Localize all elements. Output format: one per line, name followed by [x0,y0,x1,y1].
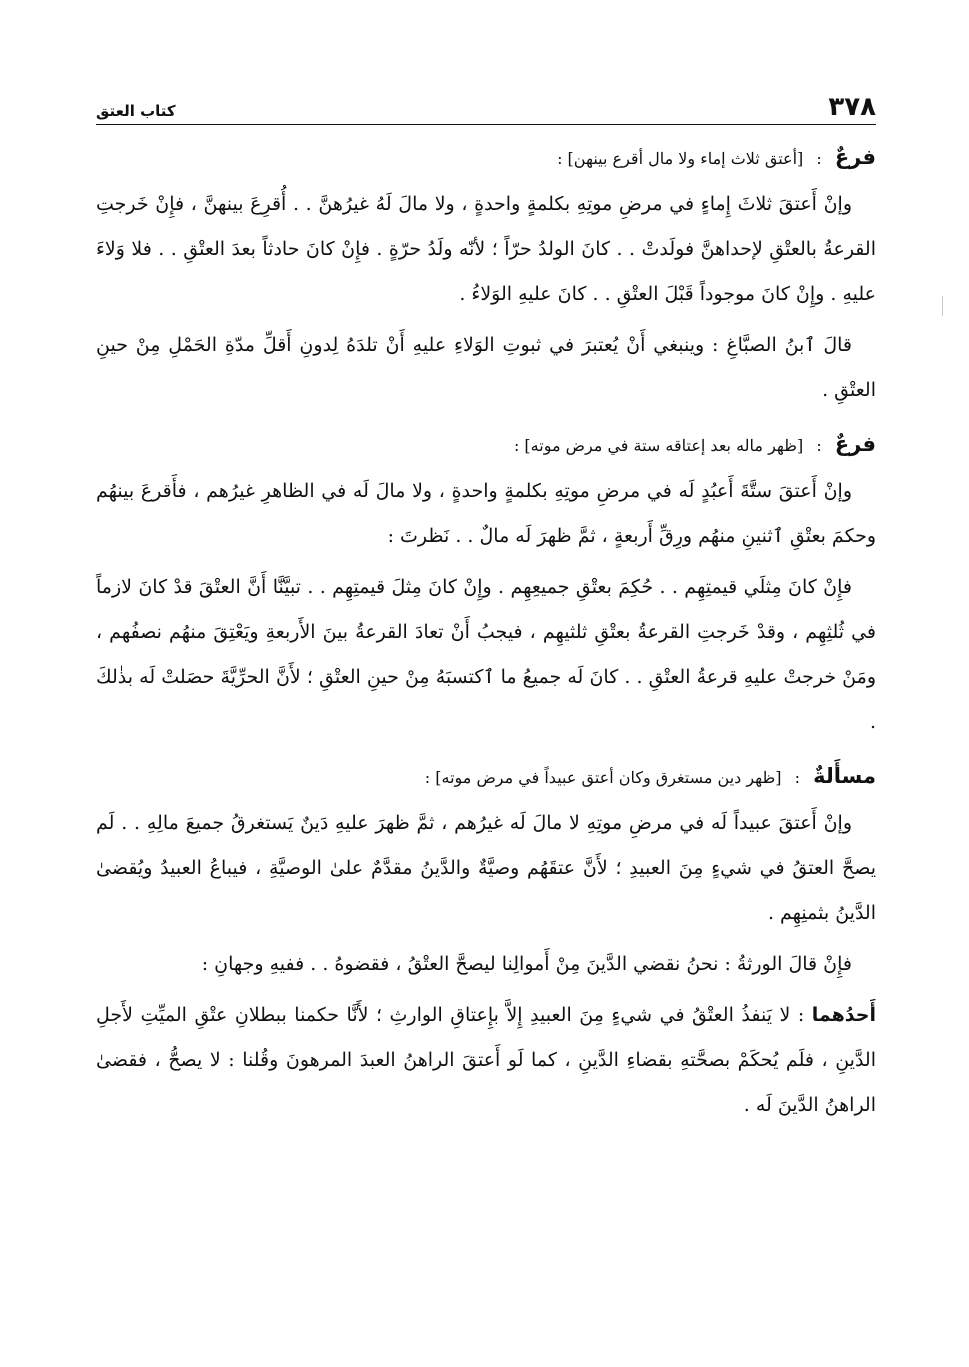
page-number: ٣٧٨ [828,92,876,122]
section-title: [ظهر دين مستغرق وكان أعتق عبيداً في مرض موته] : [424,768,782,787]
section-label: مسأَلةٌ [813,764,876,788]
section-title: [ظهر ماله بعد إعتاقه ستة في مرض موته] : [513,436,804,455]
section-label: فرعٌ [834,432,876,456]
paragraph-text: : لا يَنفذُ العتْقُ في شيءٍ مِنَ العبيدِ إِلاَّ بإِعتاقِ الوارثِ ؛ لأَنَّا حكمنا ببطلانِ عتْقِ الميِّتِ لأَجلِ الدَّينِ ، فلَم يُحكَمْ بصحَّتهِ بقضاءِ الدَّينِ ، كما لَو أَعتقَ الراهنُ العبدَ المرهونَ وقُلنا : لا يصحُّ ، فقضىٰ الراهنُ الدَّينَ لَه . [96,1004,876,1116]
final-paragraph [96,993,876,1128]
paragraph: فإِنْ قالَ الورثةُ : نحنُ نقضي الدَّينَ مِنْ أَموالِنا ليصحَّ العتْقُ ، فقضوهُ . . ففيهِ وجهانِ : [201,953,852,975]
section-heading [96,759,876,795]
section-heading [96,427,876,463]
section-issue-debt [96,759,876,1128]
section-branch-three-slaves [96,140,876,413]
section-branch-wealth-appeared [96,427,876,745]
section-heading [96,140,876,176]
paragraph: وإنْ أَعتقَ ستَّةَ أَعبُدٍ لَه في مرضِ موتِهِ بكلمةٍ واحدةٍ ، ولا مالَ لَه في الظاهرِ غيرُهم ، فأَقرعَ بينهُم وحكمَ بعتْقِ ٱثنينِ منهُم ورِقِّ أَربعةٍ ، ثمَّ ظهرَ لَه مالٌ . . نَظرتَ : [96,480,876,547]
book-page [96,0,876,1367]
page-body [96,140,876,1142]
section-separator: : [816,436,822,455]
paragraph-lead: أَحدُهما [811,1004,876,1026]
section-separator: : [816,149,822,168]
paragraph: قالَ ٱبنُ الصبَّاغِ : وينبغي أَنْ يُعتبرَ في ثبوتِ الوَلاءِ عليهِ أَنْ تلدَهُ لِدونِ أَقلِّ مدّةِ الحَمْلِ مِنْ حينِ العتْقِ . [96,334,876,401]
page-header [96,80,876,125]
margin-mark [942,296,943,316]
paragraph: وإنْ أَعتقَ عبيداً لَه في مرضِ موتِهِ لا مالَ لَه غيرُهم ، ثمَّ ظهرَ عليهِ دَينٌ يَستغرقُ جميعَ مالِهِ . . لَم يصحَّ العتقُ في شيءٍ مِنَ العبيدِ ؛ لأَنَّ عتقَهُم وصيَّةٌ والدَّينُ مقدَّمٌ علىٰ الوصيَّةِ ، فيباعُ العبيدُ ويُقضىٰ الدَّينُ بثمنِهِم . [96,812,876,924]
section-separator: : [794,768,801,787]
section-label: فرعٌ [834,145,876,169]
section-title: [أعتق ثلاث إماء ولا مال أقرع بينهن] : [557,149,804,168]
paragraph: وإنْ أَعتقَ ثلاثَ إِماءٍ في مرضِ موتِهِ بكلمةٍ واحدةٍ ، ولا مالَ لَهُ غيرُهنَّ . . أُقرِعَ بينهنَّ ، فإِنْ خَرجتِ القرعةُ بالعتْقِ لإحداهنَّ فولَدتْ . . كانَ الولدُ حرّاً ؛ لأنّه ولَدُ حرّةٍ . فإِنْ كانَ حادثاً بعدَ العتْقِ . . فلا وَلاءَ عليهِ . وإِنْ كانَ موجوداً قَبْلَ العتْقِ . . كانَ عليهِ الوَلاءُ . [96,193,876,305]
paragraph: فإِنْ كانَ مِثلَي قيمتِهِم . . حُكِمَ بعتْقِ جميعِهِم . وإِنْ كانَ مِثلَ قيمتِهِم . . تبيَّنَّا أَنَّ العتْقَ قدْ كانَ لازماً في ثُلثِهِم ، وقدْ خَرجتِ القرعةُ بعتْقِ ثلثيهِم ، فيجبُ أَنْ تعادَ القرعةُ بينَ الأَربعةِ ويَعْتِقَ منهُم نصفُهم ، ومَنْ خرجتْ عليهِ قرعةُ العتْقِ . . كانَ لَه جميعُ ما ٱكتسبَهُ مِنْ حينِ العتْقِ ؛ لأَنَّ الحرِّيَّةَ حصَلتْ لَه بذٰلكَ . [96,576,876,733]
running-title: كتاب العتق [96,102,176,120]
